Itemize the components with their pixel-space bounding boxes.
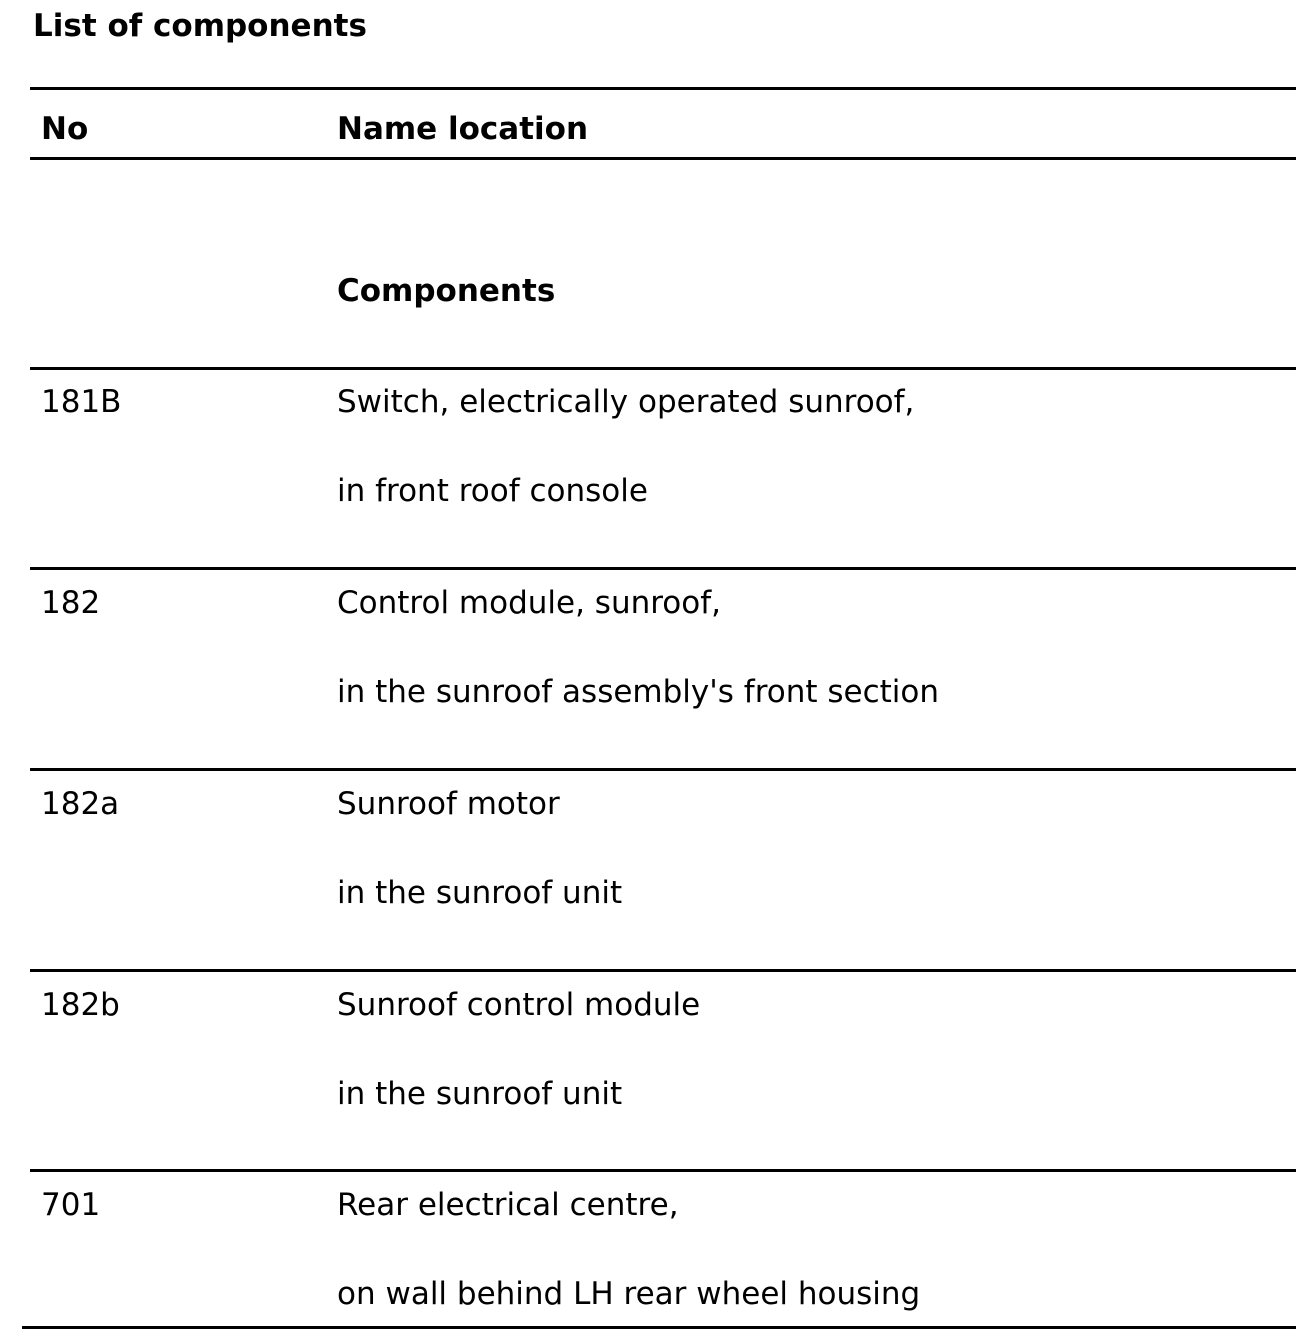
header-bottom-rule — [30, 157, 1296, 160]
component-name: Sunroof control module — [337, 987, 701, 1023]
component-number: 182a — [41, 786, 120, 822]
component-name: Control module, sunroof, — [337, 585, 722, 621]
component-location: in the sunroof unit — [337, 1076, 623, 1112]
row-divider — [30, 567, 1296, 570]
component-number: 182 — [41, 585, 101, 621]
component-number: 182b — [41, 987, 120, 1023]
component-name: Switch, electrically operated sunroof, — [337, 384, 915, 420]
component-number: 181B — [41, 384, 122, 420]
column-header-no: No — [41, 111, 89, 147]
component-name: Sunroof motor — [337, 786, 560, 822]
row-divider — [30, 367, 1296, 370]
component-location: in front roof console — [337, 473, 648, 509]
component-number: 701 — [41, 1187, 101, 1223]
component-location: in the sunroof unit — [337, 875, 623, 911]
component-name: Rear electrical centre, — [337, 1187, 679, 1223]
row-divider — [30, 768, 1296, 771]
component-location: in the sunroof assembly's front section — [337, 674, 940, 710]
row-divider — [30, 1169, 1296, 1172]
table-top-rule — [30, 87, 1296, 90]
document-title: List of components — [33, 8, 367, 44]
section-heading: Components — [337, 273, 556, 309]
column-header-name-location: Name location — [337, 111, 589, 147]
table-bottom-rule — [22, 1326, 1296, 1329]
component-location: on wall behind LH rear wheel housing — [337, 1276, 921, 1312]
row-divider — [30, 969, 1296, 972]
